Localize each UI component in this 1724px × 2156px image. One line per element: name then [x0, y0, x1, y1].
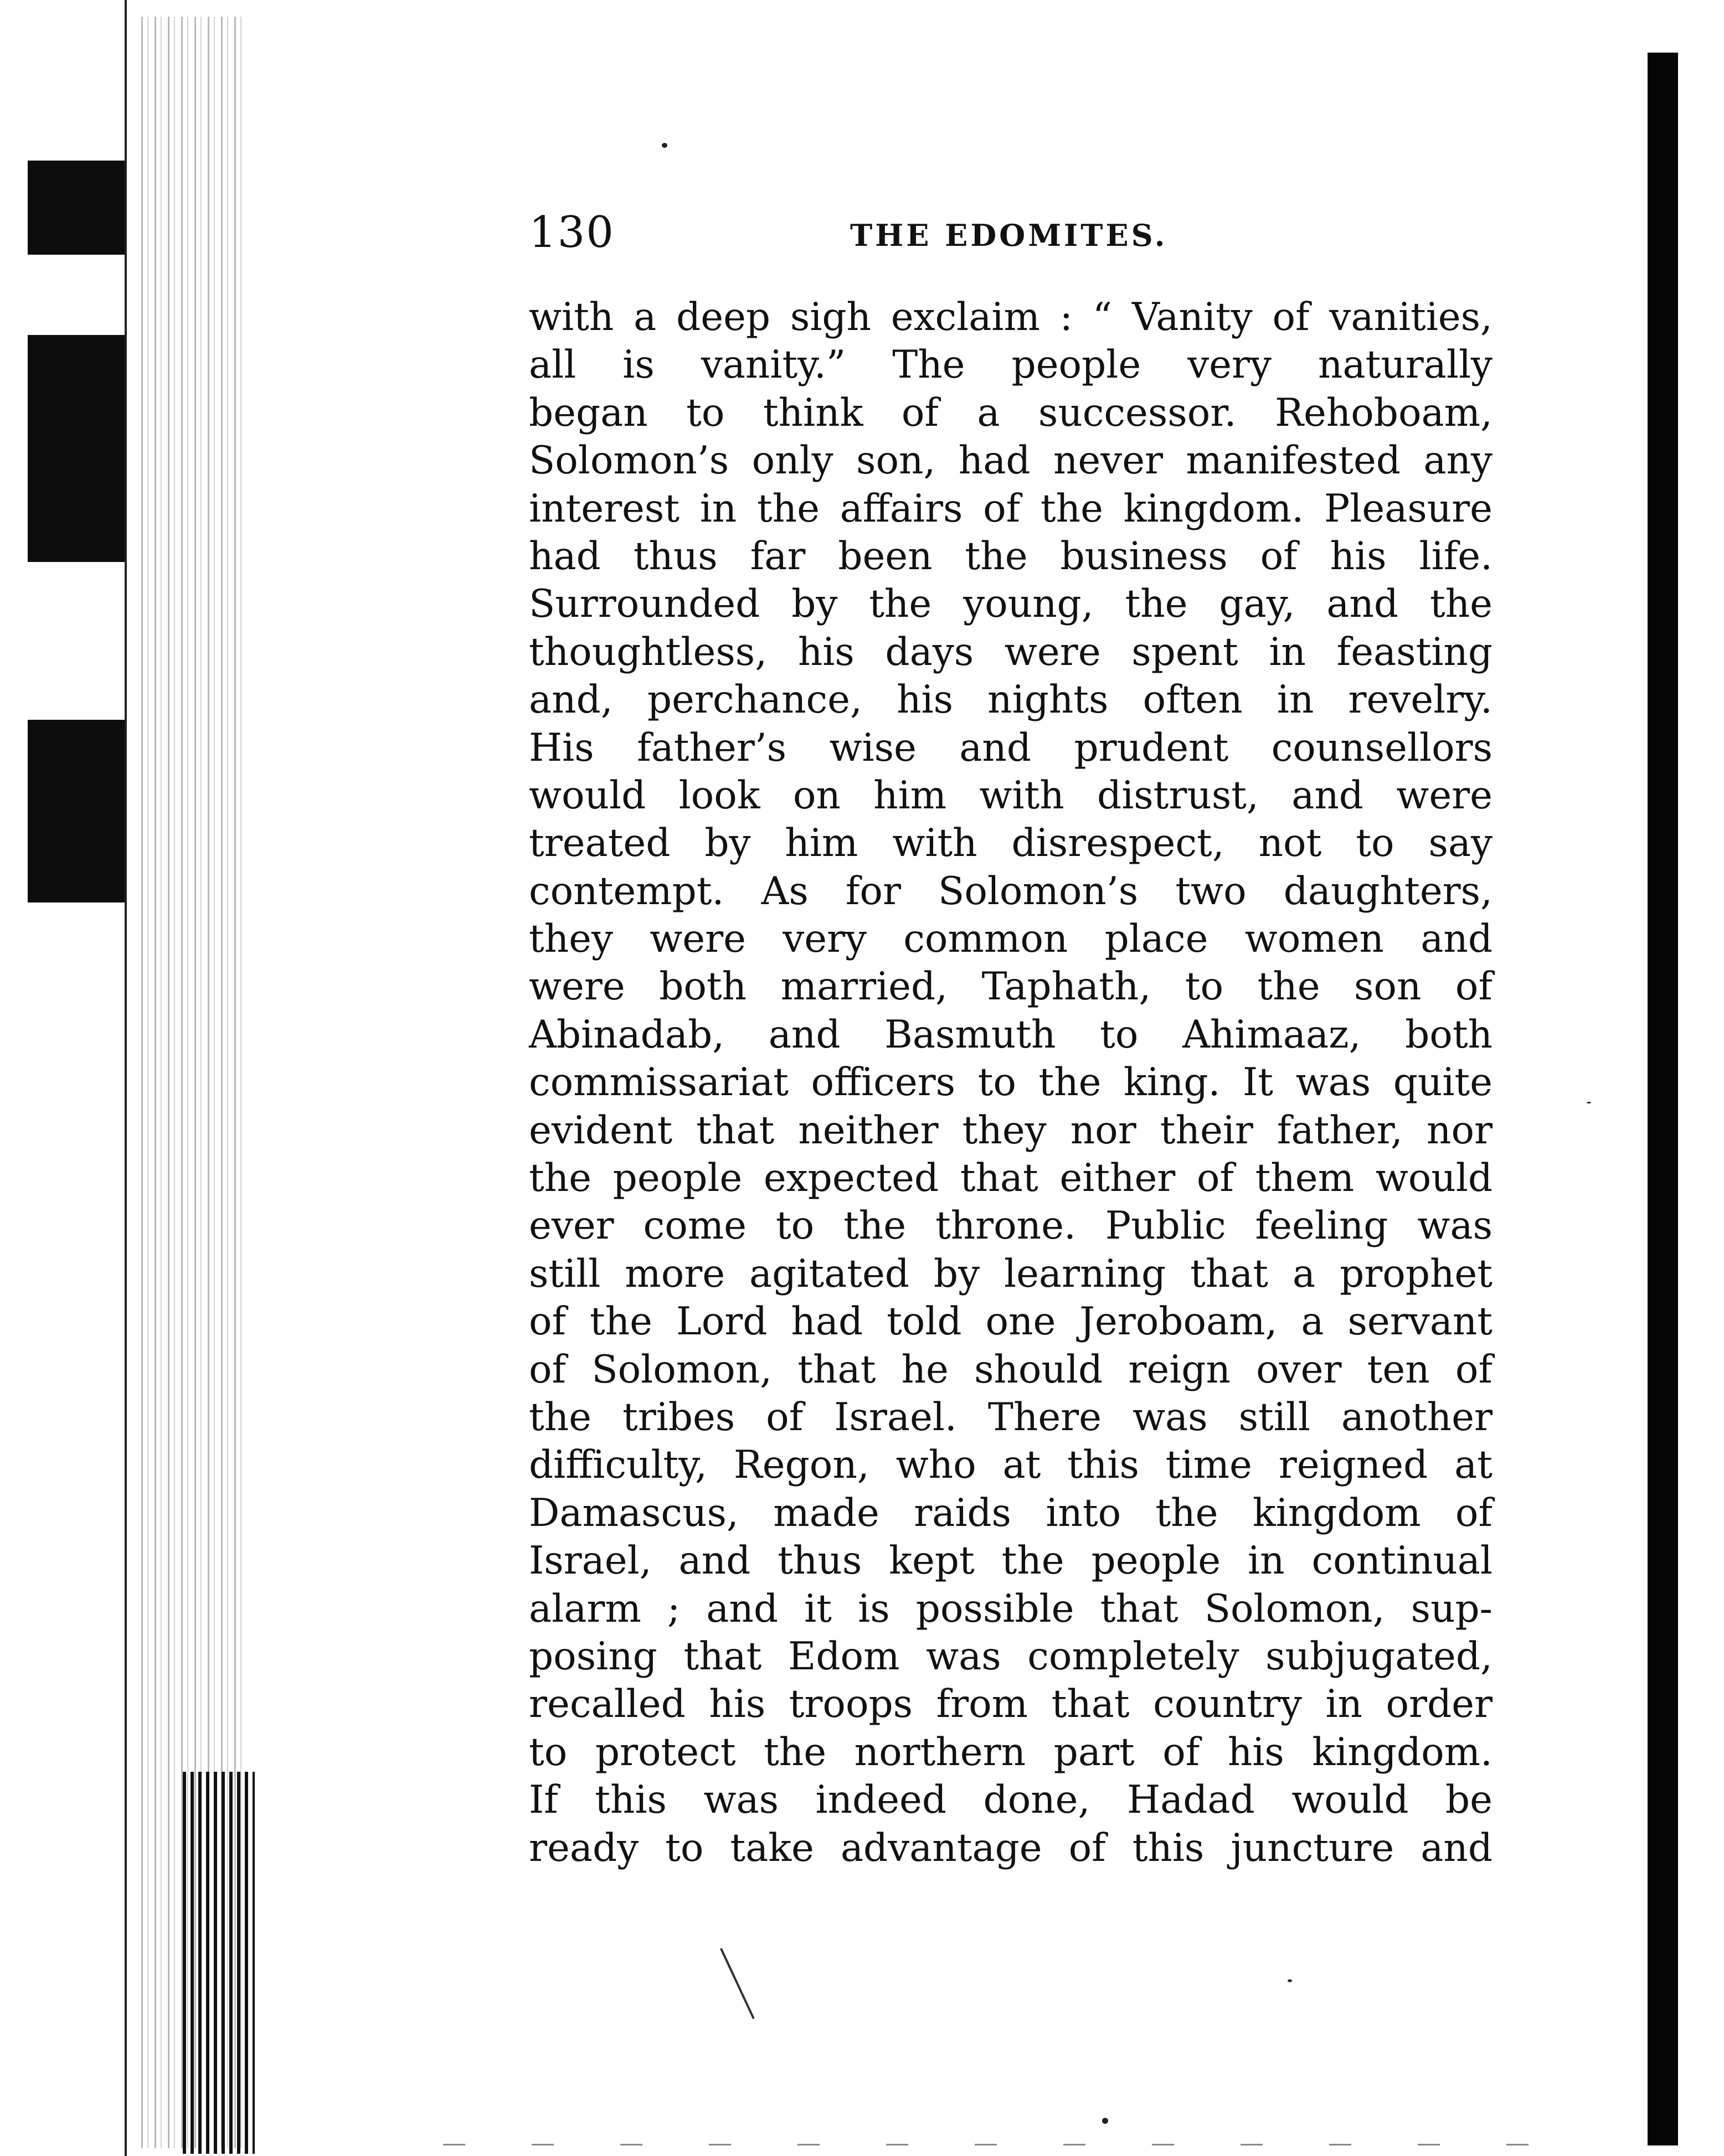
- text-line: with a deep sigh exclaim : “ Vanity of vanities,: [529, 295, 1493, 339]
- chapter-title: THE EDOMITES.: [850, 218, 1168, 253]
- text-line: ever come to the throne. Public feeling was: [529, 1204, 1493, 1249]
- stray-pen-mark: [720, 1948, 755, 2019]
- text-line: commissariat officers to the king. It was quite: [529, 1060, 1493, 1105]
- text-line: His father’s wise and prudent counsellors: [529, 725, 1493, 770]
- text-line: evident that neither they nor their father, nor: [529, 1108, 1493, 1153]
- text-line: posing that Edom was completely subjugated,: [529, 1634, 1493, 1679]
- gutter-black-block: [28, 335, 125, 562]
- text-line: would look on him with distrust, and were: [529, 773, 1493, 818]
- text-line: Surrounded by the young, the gay, and the: [529, 582, 1493, 627]
- text-line: Solomon’s only son, had never manifested any: [529, 439, 1493, 483]
- text-line: of the Lord had told one Jeroboam, a servant: [529, 1299, 1493, 1344]
- scan-speck: [1587, 1102, 1591, 1103]
- text-line: all is vanity.” The people very naturally: [529, 343, 1493, 388]
- text-line: contempt. As for Solomon’s two daughters,: [529, 869, 1493, 914]
- text-line: had thus far been the business of his life.: [529, 534, 1493, 579]
- scan-speck: [662, 143, 667, 148]
- text-line: difficulty, Regon, who at this time reigned at: [529, 1443, 1493, 1488]
- bottom-edge-marks: [443, 2144, 1551, 2145]
- gutter-bottom-shadow: [183, 1772, 255, 2154]
- text-line: of Solomon, that he should reign over ten of: [529, 1347, 1493, 1392]
- gutter-edge-line: [125, 0, 127, 2156]
- text-line: ready to take advantage of this juncture and: [529, 1825, 1493, 1870]
- running-head: [529, 202, 1487, 263]
- text-line: interest in the affairs of the kingdom. Pleasure: [529, 486, 1493, 531]
- text-line: the people expected that either of them would: [529, 1156, 1493, 1201]
- text-line: Damascus, made raids into the kingdom of: [529, 1490, 1493, 1535]
- text-line: alarm ; and it is possible that Solomon, sup-: [529, 1586, 1493, 1631]
- text-line: they were very common place women and: [529, 917, 1493, 962]
- text-line: treated by him with disrespect, not to say: [529, 821, 1493, 866]
- right-edge-shadow: [1648, 53, 1678, 2145]
- text-line: the tribes of Israel. There was still another: [529, 1395, 1493, 1440]
- text-line: recalled his troops from that country in order: [529, 1682, 1493, 1727]
- text-line: thoughtless, his days were spent in feasting: [529, 630, 1493, 674]
- text-line: Abinadab, and Basmuth to Ahimaaz, both: [529, 1012, 1493, 1057]
- scan-speck: [1102, 2118, 1108, 2124]
- gutter-black-block: [28, 720, 125, 902]
- text-line: and, perchance, his nights often in revelry.: [529, 678, 1493, 723]
- text-line: Israel, and thus kept the people in continual: [529, 1539, 1493, 1584]
- gutter-black-block: [28, 161, 125, 255]
- text-line: began to think of a successor. Rehoboam,: [529, 390, 1493, 435]
- text-line: If this was indeed done, Hadad would be: [529, 1778, 1493, 1823]
- text-line: still more agitated by learning that a prophet: [529, 1251, 1493, 1296]
- scan-speck: [1288, 1979, 1292, 1982]
- page-number: 130: [529, 208, 615, 257]
- text-line: to protect the northern part of his kingdom.: [529, 1730, 1493, 1775]
- text-line: were both married, Taphath, to the son of: [529, 964, 1493, 1009]
- body-text: [529, 293, 1493, 1872]
